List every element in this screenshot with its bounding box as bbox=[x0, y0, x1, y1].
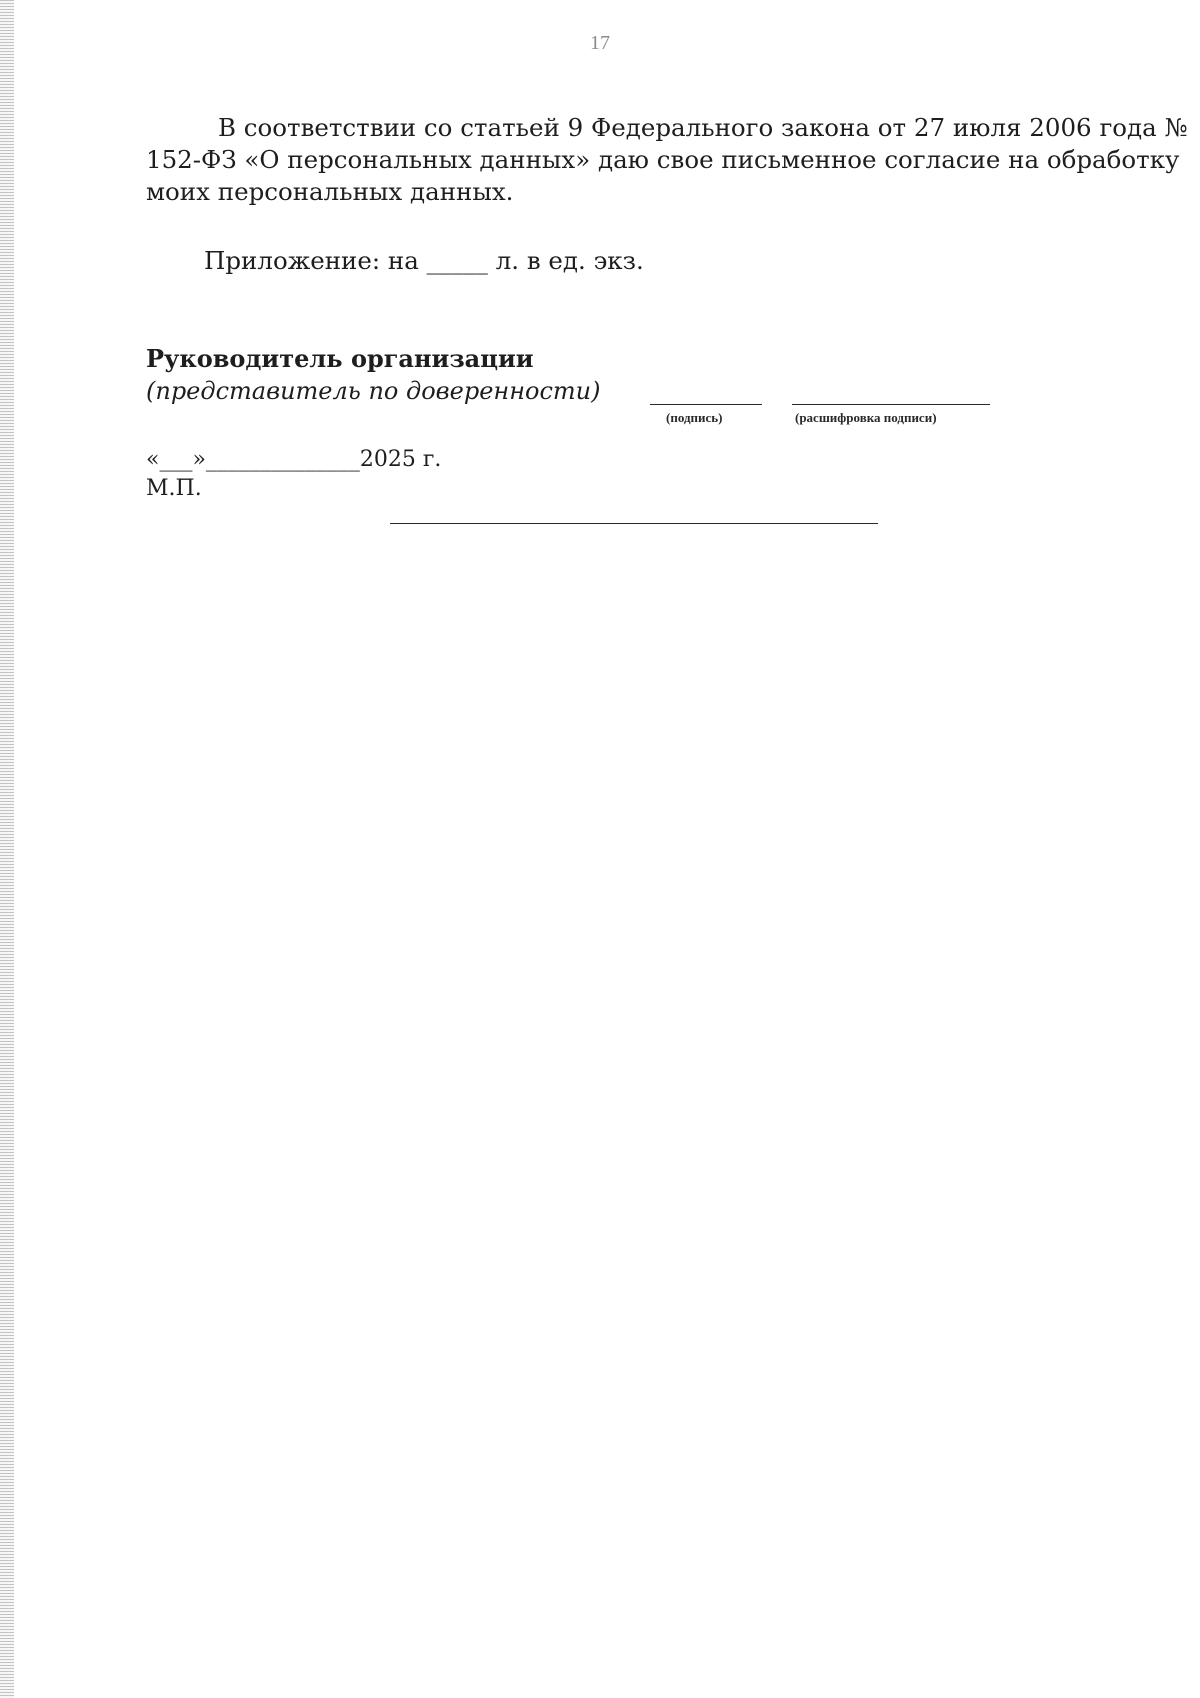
consent-paragraph bbox=[146, 112, 1188, 208]
consent-line-1: В соответствии со статьей 9 Федерального закона от 27 июля 2006 года № bbox=[218, 113, 1188, 142]
signature-decode-caption: (расшифровка подписи) bbox=[795, 410, 937, 425]
consent-line-3: моих персональных данных. bbox=[146, 177, 514, 206]
closing-rule bbox=[390, 523, 878, 524]
date-line: «___»______________2025 г. bbox=[146, 447, 442, 472]
scan-edge-artifact bbox=[0, 0, 14, 1698]
signature-caption: (подпись) bbox=[666, 410, 723, 425]
consent-line-2: 152-ФЗ «О персональных данных» даю свое письменное согласие на обработку bbox=[146, 145, 1180, 174]
signature-decode-blank-line bbox=[792, 404, 990, 405]
page-number: 17 bbox=[590, 32, 610, 54]
stamp-place-label: М.П. bbox=[146, 476, 202, 501]
signature-blank-line bbox=[650, 404, 762, 405]
signatory-subtitle: (представитель по доверенности) bbox=[146, 377, 601, 405]
signatory-title: Руководитель организации bbox=[146, 344, 534, 373]
appendix-line: Приложение: на _____ л. в ед. экз. bbox=[204, 246, 644, 275]
